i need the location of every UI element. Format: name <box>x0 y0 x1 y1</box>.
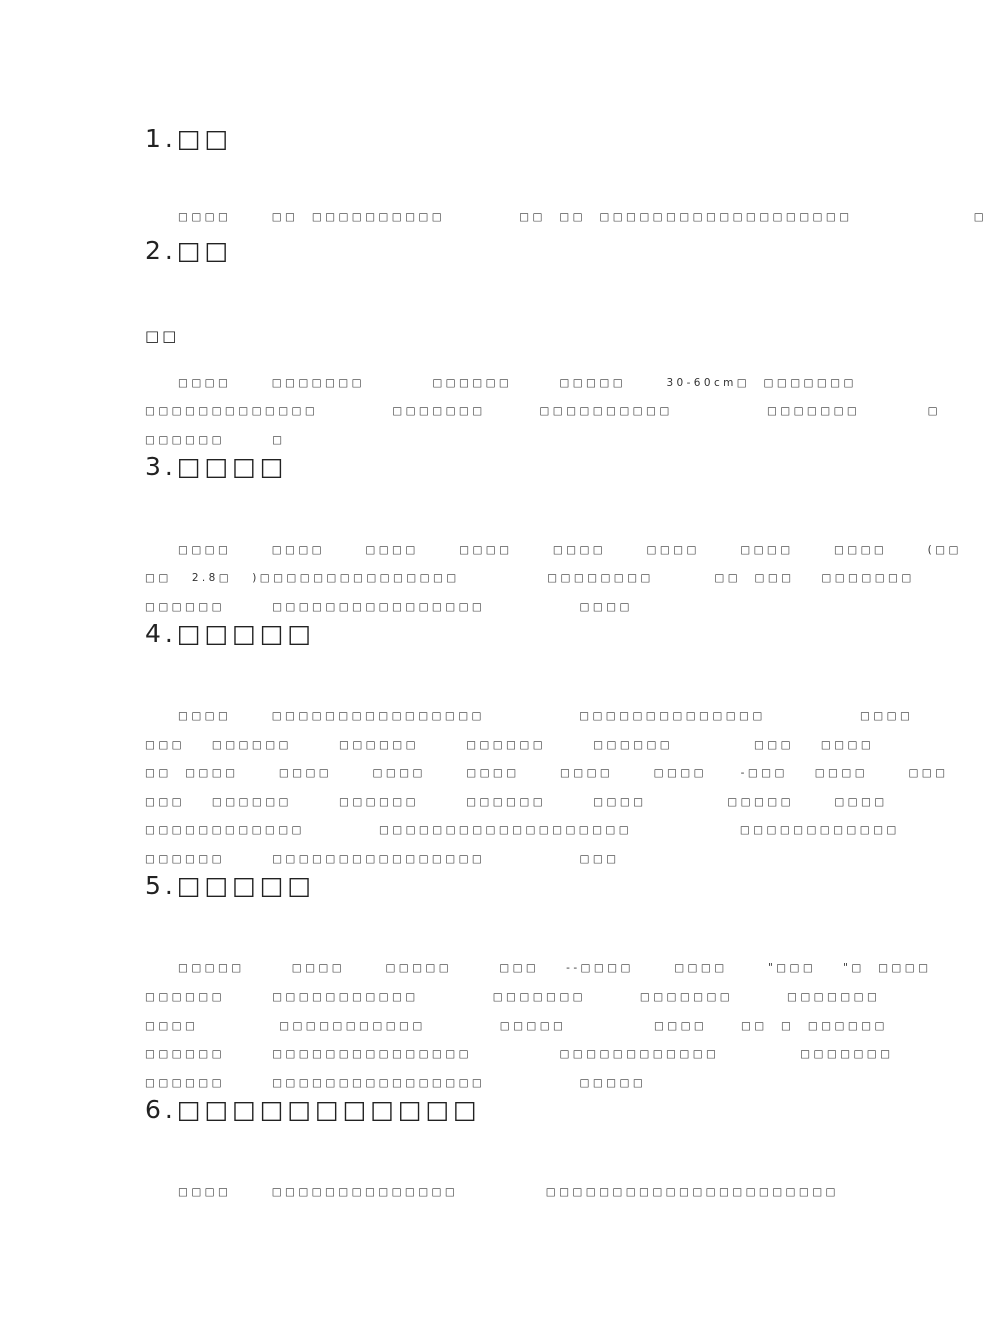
paragraph-line: □□□□□□ □□□□□□□□□□□□□□□ □□□□□□□□□□□□ □□□□□□□ <box>145 1048 894 1060</box>
paragraph-line: □□□□□□ □□□□□□□□□□□ □□□□□□□ □□□□□□□ □□□□□□□ <box>145 991 881 1003</box>
section-heading-5: 5.□□□□□ <box>145 871 315 900</box>
paragraph-line: □□□□□□ □□□□□□□□□□□□□□□□ □□□□□ <box>145 1077 647 1089</box>
section-heading-3: 3.□□□□ <box>145 452 288 481</box>
paragraph-line: □□□□□□ □□□□□□□□□□□□□□□□ □□□□ <box>145 601 633 613</box>
paragraph-line: □□□□ □□□□□□□□□□□ □□□□□ □□□□ □□ □ □□□□□□ <box>145 1020 888 1032</box>
paragraph-line: □□□□ □□□□□□□ □□□□□□ □□□□□ 30-60cm□ □□□□□□□ <box>178 377 857 389</box>
paragraph-line: □□ □□□□ □□□□ □□□□ □□□□ □□□□ □□□□ -□□□ □□□□ □□□ <box>145 767 949 779</box>
paragraph-line: □□□□ □□ □□□□□□□□□□ □□ □□ □□□□□□□□□□□□□□□□□□□ □ <box>178 211 987 223</box>
paragraph-line: □□□□□ □□□□ □□□□□ □□□ --□□□□ □□□□ "□□□ "□ □□□□ <box>178 962 932 974</box>
paragraph-line: □□□□□□□□□□□□ □□□□□□□□□□□□□□□□□□□ □□□□□□□□□□□□ <box>145 824 900 836</box>
paragraph-line: □□□□□□ □□□□□□□□□□□□□□□□ □□□ <box>145 853 620 865</box>
section-heading-4: 4.□□□□□ <box>145 619 315 648</box>
paragraph-line: □□□ □□□□□□ □□□□□□ □□□□□□ □□□□□□ □□□ □□□□ <box>145 739 875 751</box>
paragraph-line: □□□□□□ □ <box>145 434 286 446</box>
section-subheading: □□ <box>145 327 180 345</box>
paragraph-line: □□□□ □□□□□□□□□□□□□□ □□□□□□□□□□□□□□□□□□□□□□ <box>178 1186 839 1198</box>
paragraph-line: □□□ □□□□□□ □□□□□□ □□□□□□ □□□□ □□□□□ □□□□ <box>145 796 888 808</box>
paragraph-line: □□□□ □□□□ □□□□ □□□□ □□□□ □□□□ □□□□ □□□□ (□□ <box>178 544 962 556</box>
section-heading-1: 1.□□ <box>145 124 233 153</box>
section-heading-6: 6.□□□□□□□□□□□ <box>145 1095 481 1124</box>
section-heading-2: 2.□□ <box>145 236 233 265</box>
paragraph-line: □□□□□□□□□□□□□ □□□□□□□ □□□□□□□□□□ □□□□□□□ □ <box>145 405 941 417</box>
paragraph-line: □□□□ □□□□□□□□□□□□□□□□ □□□□□□□□□□□□□□ □□□□ <box>178 710 914 722</box>
paragraph-line: □□ 2.8□ )□□□□□□□□□□□□□□□ □□□□□□□□ □□ □□□ □□□□□□□ <box>145 572 915 584</box>
